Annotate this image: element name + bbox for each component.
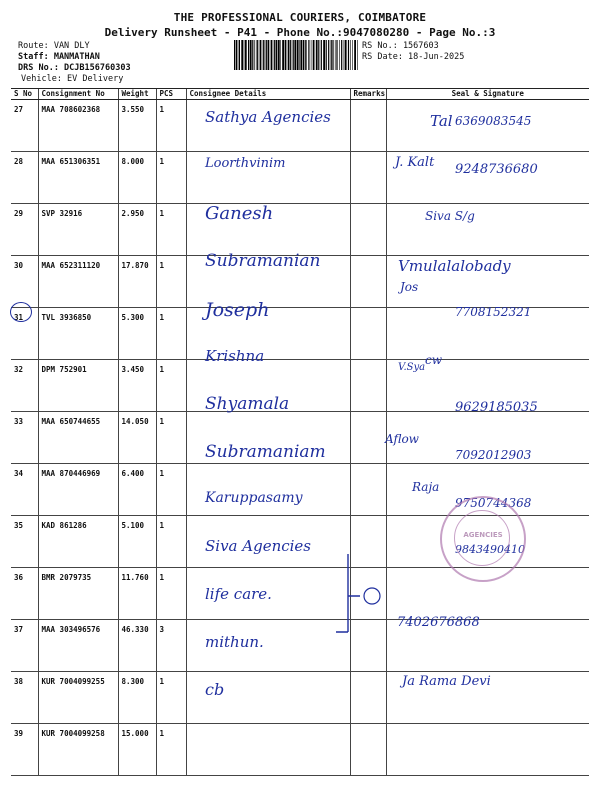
barcode-bar bbox=[254, 40, 255, 70]
row-pcs: 1 bbox=[156, 100, 186, 152]
row-remarks bbox=[350, 308, 386, 360]
handwritten-mark: 7402676868 bbox=[397, 615, 480, 630]
row-sno: 27 bbox=[11, 100, 38, 152]
row-weight: 3.550 bbox=[118, 100, 156, 152]
handwritten-consignee: Joseph bbox=[205, 298, 270, 321]
row-pcs: 1 bbox=[156, 724, 186, 776]
row-weight: 8.300 bbox=[118, 672, 156, 724]
row-weight: 6.400 bbox=[118, 464, 156, 516]
row-consignment: KUR 7004099258 bbox=[38, 724, 118, 776]
row-sno: 38 bbox=[11, 672, 38, 724]
barcode-bar bbox=[354, 40, 356, 70]
row-consignment: SVP 32916 bbox=[38, 204, 118, 256]
staff-label: Staff: MANMATHAN bbox=[18, 52, 100, 62]
barcode-bar bbox=[345, 40, 347, 70]
col-pcs: PCS bbox=[156, 89, 186, 100]
barcode-bar bbox=[344, 40, 345, 70]
handwritten-signature: Vmulalalobady bbox=[398, 257, 511, 276]
row-sno: 28 bbox=[11, 152, 38, 204]
row-sno: 36 bbox=[11, 568, 38, 620]
barcode-bar bbox=[274, 40, 275, 70]
handwritten-mark: Tal bbox=[430, 112, 453, 130]
row-remarks bbox=[350, 672, 386, 724]
handwritten-consignee: Krishna bbox=[205, 346, 265, 365]
barcode-bar bbox=[271, 40, 273, 70]
row-pcs: 1 bbox=[156, 516, 186, 568]
row-pcs: 1 bbox=[156, 464, 186, 516]
handwritten-signature: 9629185035 bbox=[455, 400, 538, 416]
row-consignment: MAA 303496576 bbox=[38, 620, 118, 672]
runsheet-subtitle: Delivery Runsheet - P41 - Phone No.:9047080280 - Page No.:3 bbox=[104, 26, 496, 39]
handwritten-signature: 9843490410 bbox=[455, 543, 525, 557]
barcode-bar bbox=[294, 40, 296, 70]
barcode-bar bbox=[239, 40, 240, 70]
row-sno: 34 bbox=[11, 464, 38, 516]
barcode-bar bbox=[266, 40, 267, 70]
barcode-bar bbox=[236, 40, 237, 70]
handwritten-signature: 9750744368 bbox=[455, 495, 532, 510]
row-consignee-cell bbox=[186, 724, 350, 776]
row-sno: 35 bbox=[11, 516, 38, 568]
row-sno: 37 bbox=[11, 620, 38, 672]
barcode-bar bbox=[300, 40, 302, 70]
row-weight: 3.450 bbox=[118, 360, 156, 412]
barcode-bar bbox=[252, 40, 253, 70]
barcode-bar bbox=[336, 40, 337, 70]
col-remarks: Remarks bbox=[350, 89, 386, 100]
handwritten-consignee: life care. bbox=[205, 585, 272, 603]
col-weight: Weight bbox=[118, 89, 156, 100]
row-sno: 33 bbox=[11, 412, 38, 464]
barcode-bar bbox=[350, 40, 351, 70]
row-sno: 31 bbox=[11, 308, 38, 360]
handwritten-consignee: Subramanian bbox=[205, 251, 321, 272]
row-sno: 30 bbox=[11, 256, 38, 308]
barcode-bar bbox=[282, 40, 284, 70]
row-consignment: TVL 3936850 bbox=[38, 308, 118, 360]
handwritten-consignee: Sathya Agencies bbox=[205, 108, 331, 126]
handwritten-mark: Raja bbox=[412, 480, 440, 494]
barcode-bar bbox=[241, 40, 243, 70]
row-pcs: 1 bbox=[156, 360, 186, 412]
handwritten-signature: 6369083545 bbox=[455, 114, 532, 128]
barcode-bar bbox=[257, 40, 258, 70]
barcode-bar bbox=[238, 40, 239, 70]
col-seal-signature: Seal & Signature bbox=[386, 89, 589, 100]
barcode-bar bbox=[280, 40, 281, 70]
row-pcs: 1 bbox=[156, 672, 186, 724]
table-row bbox=[11, 724, 589, 776]
table-header-row bbox=[11, 89, 589, 100]
company-seal-stamp bbox=[440, 496, 526, 582]
row-weight: 15.000 bbox=[118, 724, 156, 776]
row-remarks bbox=[350, 204, 386, 256]
row-weight: 17.870 bbox=[118, 256, 156, 308]
row-remarks bbox=[350, 412, 386, 464]
barcode-bar bbox=[248, 40, 249, 70]
barcode-bar bbox=[339, 40, 340, 70]
handwritten-signature: Siva S/g bbox=[425, 209, 475, 224]
drs-label: DRS No.: DCJB156760303 bbox=[18, 63, 131, 73]
row-consignment: MAA 652311120 bbox=[38, 256, 118, 308]
meta-right bbox=[362, 41, 464, 63]
barcode-bar bbox=[335, 40, 336, 70]
row-consignment: MAA 651306351 bbox=[38, 152, 118, 204]
barcode-image bbox=[234, 40, 358, 70]
barcode-bar bbox=[303, 40, 304, 70]
row-pcs: 3 bbox=[156, 620, 186, 672]
barcode-bar bbox=[318, 40, 319, 70]
row-pcs: 1 bbox=[156, 152, 186, 204]
row-pcs: 1 bbox=[156, 568, 186, 620]
row-weight: 5.100 bbox=[118, 516, 156, 568]
handwritten-consignee: Subramaniam bbox=[205, 441, 326, 462]
rs-date: RS Date: 18-Jun-2025 bbox=[362, 52, 465, 62]
table-row bbox=[11, 620, 589, 672]
row-pcs: 1 bbox=[156, 412, 186, 464]
row-remarks bbox=[350, 360, 386, 412]
barcode-bar bbox=[293, 40, 294, 70]
barcode-bar bbox=[290, 40, 291, 70]
handwritten-consignee: mithun. bbox=[205, 632, 264, 651]
handwritten-signature: 7708152321 bbox=[455, 304, 532, 319]
barcode-bar bbox=[328, 40, 329, 70]
barcode-bar bbox=[250, 40, 252, 70]
row-remarks bbox=[350, 152, 386, 204]
row-remarks bbox=[350, 256, 386, 308]
row-32-circle-mark bbox=[10, 302, 32, 322]
row-pcs: 1 bbox=[156, 256, 186, 308]
barcode-bar bbox=[316, 40, 318, 70]
route-label: Route: VAN DLY bbox=[18, 41, 90, 51]
row-consignment: BMR 2079735 bbox=[38, 568, 118, 620]
barcode-bar bbox=[288, 40, 290, 70]
col-consignee: Consignee Details bbox=[186, 89, 350, 100]
row-weight: 46.330 bbox=[118, 620, 156, 672]
barcode-bar bbox=[306, 40, 307, 70]
barcode-bar bbox=[276, 40, 278, 70]
row-weight: 8.000 bbox=[118, 152, 156, 204]
handwritten-consignee: Karuppasamy bbox=[205, 489, 303, 506]
handwritten-consignee: Ganesh bbox=[205, 203, 274, 225]
handwritten-mark: V.Sya bbox=[398, 362, 426, 373]
bracket-mark bbox=[330, 552, 390, 642]
row-remarks bbox=[350, 724, 386, 776]
handwritten-consignee: Siva Agencies bbox=[205, 537, 312, 556]
barcode-bar bbox=[268, 40, 270, 70]
row-weight: 11.760 bbox=[118, 568, 156, 620]
barcode-bar bbox=[234, 40, 235, 70]
barcode-bar bbox=[265, 40, 266, 70]
barcode-bar bbox=[260, 40, 262, 70]
barcode-bar bbox=[308, 40, 309, 70]
row-pcs: 1 bbox=[156, 204, 186, 256]
row-weight: 2.950 bbox=[118, 204, 156, 256]
handwritten-signature: Ja Rama Devi bbox=[402, 674, 491, 690]
row-sno: 39 bbox=[11, 724, 38, 776]
row-weight: 5.300 bbox=[118, 308, 156, 360]
row-remarks bbox=[350, 100, 386, 152]
row-consignment: KAD 861286 bbox=[38, 516, 118, 568]
barcode-bar bbox=[357, 40, 358, 70]
row-sno: 32 bbox=[11, 360, 38, 412]
barcode-bar bbox=[278, 40, 280, 70]
handwritten-signature: cw bbox=[425, 352, 442, 367]
vehicle-label: Vehicle: EV Delivery bbox=[21, 74, 124, 84]
row-consignment: KUR 7004099255 bbox=[38, 672, 118, 724]
barcode-bar bbox=[337, 40, 338, 70]
barcode-bar bbox=[348, 40, 349, 70]
handwritten-signature: 9248736680 bbox=[455, 161, 538, 177]
row-seal-cell bbox=[386, 204, 589, 256]
meta-left bbox=[18, 41, 131, 85]
barcode-bar bbox=[297, 40, 299, 70]
barcode-bar bbox=[321, 40, 322, 70]
rs-number: RS No.: 1567603 bbox=[362, 41, 439, 51]
col-consignment: Consignment No bbox=[38, 89, 118, 100]
handwritten-consignee: Shyamala bbox=[205, 394, 290, 415]
row-consignment: MAA 708602368 bbox=[38, 100, 118, 152]
seal-text: AGENCIES bbox=[463, 531, 503, 539]
barcode-bar bbox=[352, 40, 353, 70]
barcode-bar bbox=[299, 40, 300, 70]
row-seal-cell bbox=[386, 724, 589, 776]
barcode-bar bbox=[263, 40, 264, 70]
row-pcs: 1 bbox=[156, 308, 186, 360]
barcode-bar bbox=[256, 40, 257, 70]
row-consignment: MAA 870446969 bbox=[38, 464, 118, 516]
handwritten-mark: J. Kalt bbox=[395, 155, 435, 170]
handwritten-signature: 7092012903 bbox=[455, 447, 532, 462]
barcode-bar bbox=[323, 40, 325, 70]
runsheet-table bbox=[11, 88, 589, 776]
barcode-bar bbox=[244, 40, 245, 70]
row-consignment: MAA 650744655 bbox=[38, 412, 118, 464]
barcode-bar bbox=[311, 40, 312, 70]
barcode-bar bbox=[285, 40, 287, 70]
row-weight: 14.050 bbox=[118, 412, 156, 464]
handwritten-consignee: cb bbox=[205, 680, 225, 700]
table-row bbox=[11, 204, 589, 256]
barcode-bar bbox=[313, 40, 315, 70]
barcode-bar bbox=[305, 40, 306, 70]
company-title: THE PROFESSIONAL COURIERS, COIMBATORE bbox=[173, 11, 427, 24]
handwritten-mark: Jos bbox=[400, 280, 419, 294]
barcode-bar bbox=[245, 40, 247, 70]
barcode-bar bbox=[341, 40, 342, 70]
row-remarks bbox=[350, 464, 386, 516]
table-row bbox=[11, 152, 589, 204]
barcode-bar bbox=[326, 40, 327, 70]
row-consignment: DPM 752901 bbox=[38, 360, 118, 412]
row-sno: 29 bbox=[11, 204, 38, 256]
barcode-bar bbox=[332, 40, 333, 70]
col-sno: S No bbox=[11, 89, 38, 100]
handwritten-consignee: Loorthvinim bbox=[205, 155, 286, 171]
handwritten-mark: Aflow bbox=[385, 432, 419, 446]
table-row bbox=[11, 672, 589, 724]
barcode-bar bbox=[331, 40, 332, 70]
